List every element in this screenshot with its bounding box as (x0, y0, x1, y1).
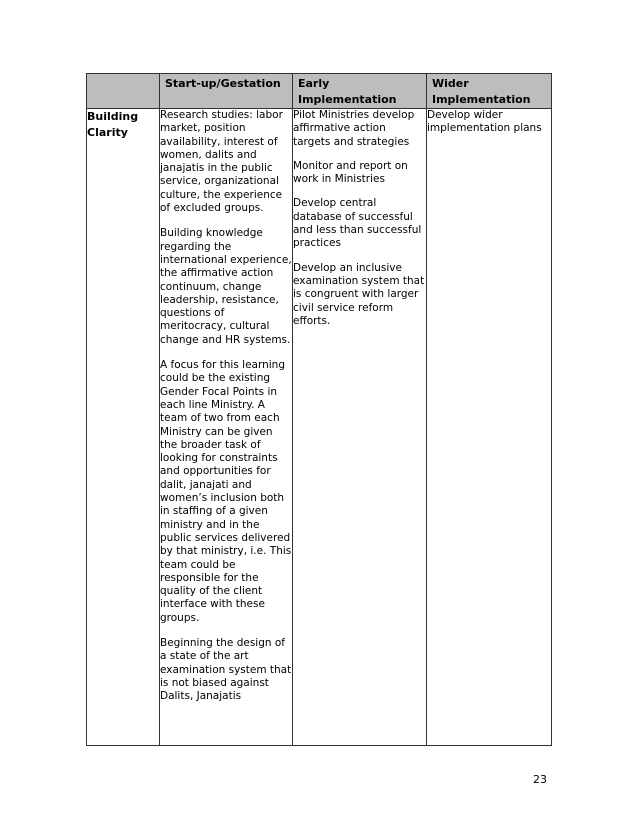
early-paragraph: Monitor and report on work in Ministries (293, 159, 408, 186)
page-number: 23 (533, 773, 547, 786)
startup-cell (160, 109, 293, 746)
header-cell-wider: Wider Implementation (427, 74, 552, 109)
early-paragraph: Develop central database of successful and less than successful practices (293, 197, 422, 250)
startup-paragraph: Research studies: labor market, position availability, interest of women, dalits and janajatis in the public service, organizational culture, the experience of excluded groups. (160, 109, 283, 215)
table-header-row (87, 74, 552, 109)
wider-cell (427, 109, 552, 746)
startup-paragraph: Building knowledge regarding the international experience, the affirmative action continuum, change leadership, resistance, questions of meritocracy, cultural change and HR systems. (160, 227, 292, 346)
header-cell-empty (87, 74, 160, 109)
implementation-table (86, 73, 552, 746)
row-label-building-clarity: Building Clarity (87, 109, 160, 746)
table-row-building-clarity (87, 109, 552, 746)
wider-paragraph: Develop wider implementation plans (427, 109, 542, 135)
early-paragraph: Pilot Ministries develop affirmative action targets and strategies (293, 109, 415, 148)
startup-paragraph: Beginning the design of a state of the art examination system that is not biased against Dalits, Janajatis (160, 636, 292, 703)
early-paragraph: Develop an inclusive examination system that is congruent with larger civil service reform efforts. (293, 261, 425, 327)
header-cell-early: Early Implementation (293, 74, 427, 109)
early-cell (293, 109, 427, 746)
startup-paragraph: A focus for this learning could be the existing Gender Focal Points in each line Ministry. A team of two from each Ministry can be given the broader task of looking for constraints and opportunities for dalit, janajati and women’s inclusion both in staffing of a given ministry and in the public services delivered by that ministry, i.e. This team could be responsible for the quality of the client interface with these groups. (160, 359, 292, 624)
header-cell-startup: Start-up/Gestation (160, 74, 293, 109)
